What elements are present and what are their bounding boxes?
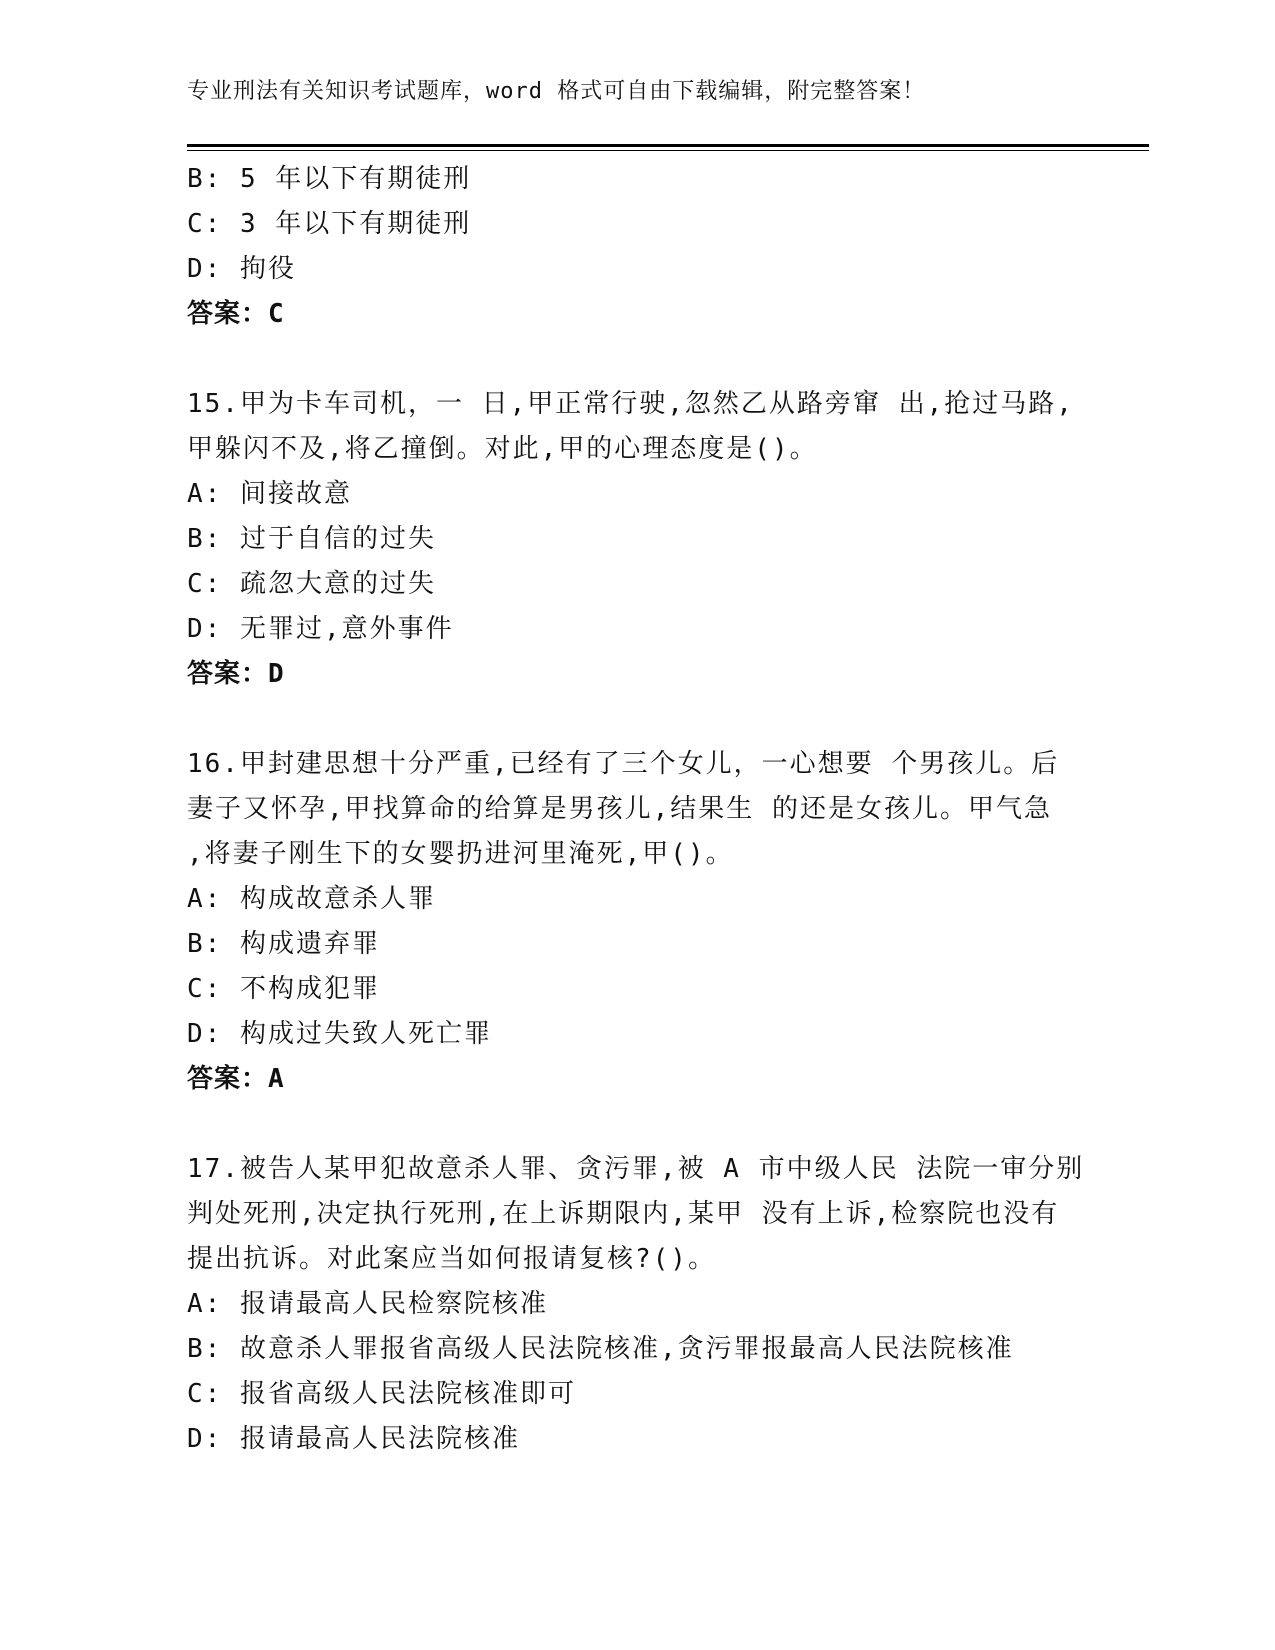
spacer [187,1102,1087,1147]
option-d: D: 报请最高人民法院核准 [187,1424,520,1454]
option-d: D: 构成过失致人死亡罪 [187,1019,492,1049]
option-b: B: 5 年以下有期徒刑 [187,164,472,194]
question-stem-line: 判处死刑,决定执行死刑,在上诉期限内,某甲 没有上诉,检察院也没有 [187,1199,1060,1229]
answer-line: 答案：A [187,1064,285,1094]
question-stem-line: 17.被告人某甲犯故意杀人罪、贪污罪,被 A 市中级人民 法院一审分别 [187,1154,1085,1184]
option-c: C: 报省高级人民法院核准即可 [187,1379,576,1409]
question-stem-line: 甲躲闪不及,将乙撞倒。对此,甲的心理态度是()。 [187,434,818,464]
option-b: B: 故意杀人罪报省高级人民法院核准,贪污罪报最高人民法院核准 [187,1334,1014,1364]
prev-question [187,157,1087,337]
question-stem-line: 妻子又怀孕,甲找算命的给算是男孩儿,结果生 的还是女孩儿。甲气急 [187,794,1052,824]
option-c: C: 不构成犯罪 [187,974,380,1004]
option-d: D: 拘役 [187,254,296,284]
page-header: 专业刑法有关知识考试题库，word 格式可自由下载编辑，附完整答案！ [187,79,926,104]
header-rule-thick [187,144,1149,147]
spacer [187,337,1087,382]
option-c: C: 疏忽大意的过失 [187,569,436,599]
question-content [187,157,1087,1462]
option-d: D: 无罪过,意外事件 [187,614,454,644]
option-a: A: 间接故意 [187,479,352,509]
option-c: C: 3 年以下有期徒刑 [187,209,472,239]
question-stem-line: ,将妻子刚生下的女婴扔进河里淹死,甲()。 [187,839,734,869]
option-b: B: 构成遗弃罪 [187,929,380,959]
question-15 [187,382,1087,697]
question-16 [187,742,1087,1102]
option-b: B: 过于自信的过失 [187,524,436,554]
question-stem-line: 提出抗诉。对此案应当如何报请复核?()。 [187,1244,716,1274]
spacer [187,697,1087,742]
answer-line: 答案：C [187,299,285,329]
option-a: A: 报请最高人民检察院核准 [187,1289,548,1319]
question-stem-line: 15.甲为卡车司机，一 日,甲正常行驶,忽然乙从路旁窜 出,抢过马路, [187,389,1074,419]
answer-line: 答案：D [187,659,285,689]
option-a: A: 构成故意杀人罪 [187,884,436,914]
header-rule-thin [187,150,1149,151]
question-stem-line: 16.甲封建思想十分严重,已经有了三个女儿，一心想要 个男孩儿。后 [187,749,1060,779]
question-17 [187,1147,1087,1462]
